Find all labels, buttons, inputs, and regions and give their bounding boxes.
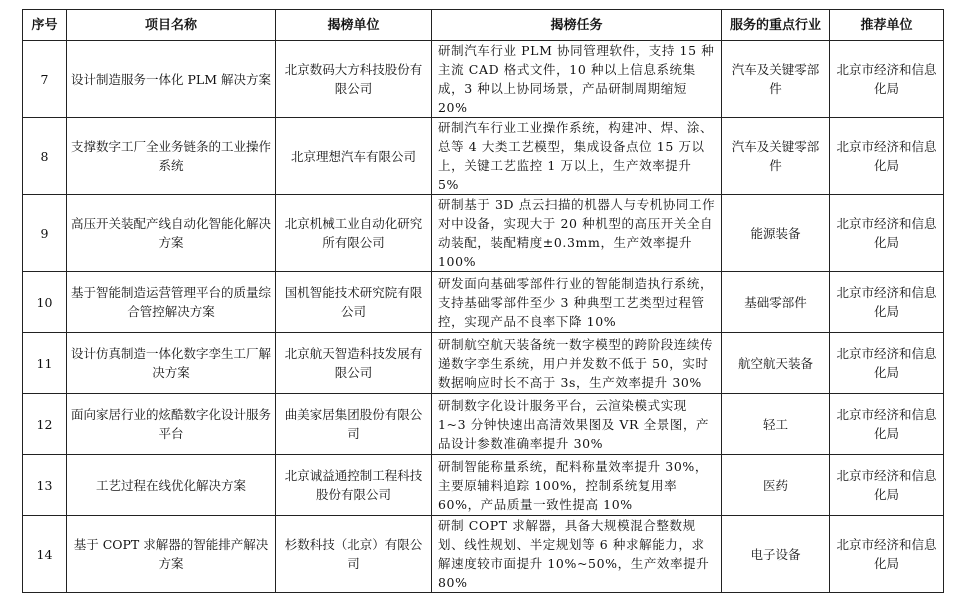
project-table <box>22 9 944 593</box>
row-project-name: 高压开关装配产线自动化智能化解决方案 <box>67 195 276 272</box>
row-industry: 电子设备 <box>722 516 830 593</box>
header-project-name: 项目名称 <box>67 10 276 41</box>
row-industry: 航空航天装备 <box>722 333 830 394</box>
row-unit: 北京机械工业自动化研究所有限公司 <box>276 195 432 272</box>
table-row <box>23 394 944 455</box>
table-header-row <box>23 10 944 41</box>
row-industry: 汽车及关键零部件 <box>722 118 830 195</box>
header-no: 序号 <box>23 10 67 41</box>
table-row <box>23 333 944 394</box>
row-task: 研制基于 3D 点云扫描的机器人与专机协同工作对中设备，实现大于 20 种机型的高压开关全自动装配，装配精度±0.3mm，生产效率提升 100% <box>432 195 722 272</box>
row-task: 研制 COPT 求解器，具备大规模混合整数规划、线性规划、半定规划等 6 种求解能力，求解速度较市面提升 10%~50%，生产效率提升 80% <box>432 516 722 593</box>
header-industry: 服务的重点行业 <box>722 10 830 41</box>
row-recommender: 北京市经济和信息化局 <box>830 118 944 195</box>
row-no: 13 <box>23 455 67 516</box>
row-project-name: 支撑数字工厂全业务链条的工业操作系统 <box>67 118 276 195</box>
row-project-name: 基于智能制造运营管理平台的质量综合管控解决方案 <box>67 272 276 333</box>
row-project-name: 设计制造服务一体化 PLM 解决方案 <box>67 41 276 118</box>
row-recommender: 北京市经济和信息化局 <box>830 272 944 333</box>
row-industry: 医药 <box>722 455 830 516</box>
table-row <box>23 195 944 272</box>
row-unit: 北京航天智造科技发展有限公司 <box>276 333 432 394</box>
table-row <box>23 516 944 593</box>
row-no: 9 <box>23 195 67 272</box>
header-recommender: 推荐单位 <box>830 10 944 41</box>
table-row <box>23 118 944 195</box>
row-no: 8 <box>23 118 67 195</box>
row-industry: 基础零部件 <box>722 272 830 333</box>
row-recommender: 北京市经济和信息化局 <box>830 516 944 593</box>
row-task: 研制汽车行业 PLM 协同管理软件，支持 15 种主流 CAD 格式文件，10 种以上信息系统集成，3 种以上协同场景，产品研制周期缩短 20% <box>432 41 722 118</box>
table-row <box>23 272 944 333</box>
row-task: 研制航空航天装备统一数字模型的跨阶段连续传递数字孪生系统，用户并发数不低于 50，实时数据响应时长不高于 3s，生产效率提升 30% <box>432 333 722 394</box>
row-no: 11 <box>23 333 67 394</box>
row-recommender: 北京市经济和信息化局 <box>830 41 944 118</box>
row-unit: 北京诚益通控制工程科技股份有限公司 <box>276 455 432 516</box>
row-unit: 国机智能技术研究院有限公司 <box>276 272 432 333</box>
row-project-name: 基于 COPT 求解器的智能排产解决方案 <box>67 516 276 593</box>
table-row <box>23 41 944 118</box>
row-task: 研制汽车行业工业操作系统，构建冲、焊、涂、总等 4 大类工艺模型，集成设备点位 15 万以上，关键工艺监控 1 万以上，生产效率提升 5% <box>432 118 722 195</box>
row-unit: 杉数科技（北京）有限公司 <box>276 516 432 593</box>
row-no: 7 <box>23 41 67 118</box>
header-task: 揭榜任务 <box>432 10 722 41</box>
row-no: 14 <box>23 516 67 593</box>
row-recommender: 北京市经济和信息化局 <box>830 195 944 272</box>
row-recommender: 北京市经济和信息化局 <box>830 394 944 455</box>
row-recommender: 北京市经济和信息化局 <box>830 455 944 516</box>
row-unit: 北京数码大方科技股份有限公司 <box>276 41 432 118</box>
row-project-name: 面向家居行业的炫酷数字化设计服务平台 <box>67 394 276 455</box>
row-task: 研制数字化设计服务平台，云渲染模式实现 1~3 分钟快速出高清效果图及 VR 全景图，产品设计参数准确率提升 30% <box>432 394 722 455</box>
row-project-name: 设计仿真制造一体化数字孪生工厂解决方案 <box>67 333 276 394</box>
row-task: 研制智能称量系统，配料称量效率提升 30%，主要原辅料追踪 100%，控制系统复用率 60%，产品质量一致性提高 10% <box>432 455 722 516</box>
row-project-name: 工艺过程在线优化解决方案 <box>67 455 276 516</box>
row-industry: 汽车及关键零部件 <box>722 41 830 118</box>
row-recommender: 北京市经济和信息化局 <box>830 333 944 394</box>
row-task: 研发面向基础零部件行业的智能制造执行系统，支持基础零部件至少 3 种典型工艺类型过程管控，实现产品不良率下降 10% <box>432 272 722 333</box>
row-industry: 能源装备 <box>722 195 830 272</box>
row-no: 12 <box>23 394 67 455</box>
row-unit: 曲美家居集团股份有限公司 <box>276 394 432 455</box>
row-unit: 北京理想汽车有限公司 <box>276 118 432 195</box>
row-no: 10 <box>23 272 67 333</box>
header-unit: 揭榜单位 <box>276 10 432 41</box>
table-row <box>23 455 944 516</box>
row-industry: 轻工 <box>722 394 830 455</box>
